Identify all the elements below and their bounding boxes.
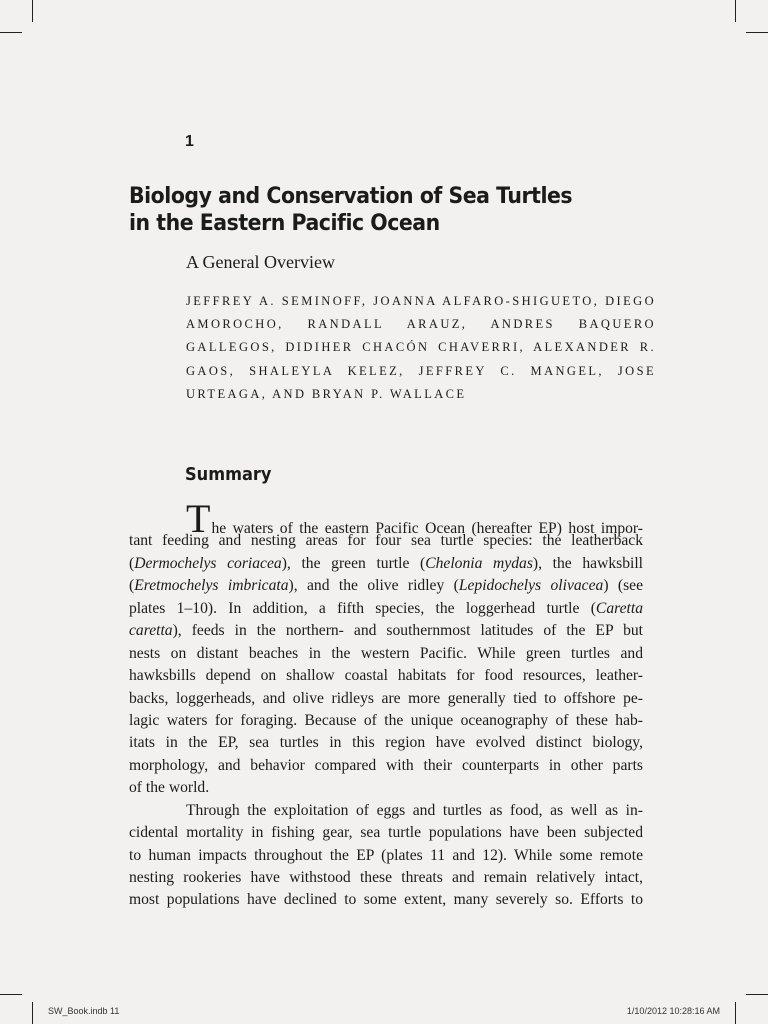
author-list: JEFFREY A. SEMINOFF, JOANNA ALFARO-SHIGUETO, DIEGO AMOROCHO, RANDALL ARAUZ, ANDRES BAQUERO GALLEGOS, DIDIHER CHACÓN CHAVERRI, ALEXANDER R. GAOS, SHALEYLA KELEZ, JEFFREY C. MANGEL, JOSE URTEAGA, AND BRYAN P. WALLACE	[186, 294, 656, 401]
body-line	[129, 553, 643, 575]
crop-mark-top-right-v	[735, 0, 736, 22]
crop-mark-top-left-v	[32, 0, 33, 22]
body-line	[129, 800, 643, 822]
chapter-title	[129, 183, 650, 237]
body-line	[129, 889, 643, 911]
body-line	[129, 755, 643, 777]
text-run: ), feeds in the northern- and southernmost latitudes of the EP but	[172, 622, 643, 640]
body-line	[129, 710, 643, 732]
text-run: of the world.	[129, 779, 210, 797]
text-run: backs, loggerheads, and olive ridleys are more generally tied to offshore pe-	[129, 689, 643, 707]
text-run: lagic waters for foraging. Because of the unique oceanography of these hab-	[129, 711, 643, 729]
text-run: morphology, and behavior compared with their counterparts in other parts	[129, 756, 643, 774]
crop-mark-bottom-right-v	[735, 1002, 736, 1024]
chapter-number: 1	[185, 133, 194, 150]
body-line	[129, 598, 643, 620]
species-name: Dermochelys coriacea	[134, 554, 282, 572]
crop-mark-bottom-right-h	[746, 994, 768, 995]
text-run: hawksbills depend on shallow coastal habitats for food resources, leather-	[129, 667, 643, 685]
species-name: Chelonia mydas	[425, 554, 533, 572]
footer-timestamp: 1/10/2012 10:28:16 AM	[626, 1006, 720, 1016]
footer-file-slug: SW_Book.indb 11	[48, 1006, 120, 1016]
summary-heading: Summary	[185, 464, 272, 485]
crop-mark-bottom-left-h	[0, 994, 22, 995]
species-name: Caretta	[595, 599, 643, 617]
body-line	[129, 867, 643, 889]
summary-body	[129, 496, 644, 912]
text-run: (	[129, 554, 135, 572]
text-run: to human impacts throughout the EP (plates 11 and 12). While some remote	[129, 846, 643, 864]
body-line	[129, 620, 643, 642]
species-name: caretta	[129, 622, 173, 640]
chapter-subtitle: A General Overview	[186, 252, 335, 272]
body-line	[129, 845, 643, 867]
body-line	[129, 688, 643, 710]
text-run: plates 1–10). In addition, a fifth species, the loggerhead turtle (	[129, 599, 596, 617]
body-line	[129, 732, 643, 754]
text-run: ), the green turtle (	[281, 554, 426, 572]
species-name: Eretmochelys imbricata	[134, 577, 289, 595]
body-line	[129, 530, 643, 552]
text-run: most populations have declined to some extent, many severely so. Efforts to	[129, 891, 643, 909]
species-name: Lepidochelys olivacea	[458, 577, 604, 595]
text-run: tant feeding and nesting areas for four sea turtle species: the leatherback	[129, 532, 643, 550]
text-run: itats in the EP, sea turtles in this region have evolved distinct biology,	[129, 734, 643, 752]
text-run: nesting rookeries have withstood these threats and remain relatively intact,	[129, 869, 643, 886]
body-line	[129, 665, 643, 687]
text-run: ) (see	[603, 577, 643, 595]
body-line	[129, 822, 643, 844]
chapter-title-line-2: in the Eastern Pacific Ocean	[129, 211, 440, 236]
body-line	[129, 575, 643, 597]
text-run: he waters of the eastern Pacific Ocean (hereafter EP) host impor-	[211, 520, 643, 537]
chapter-title-line-1: Biology and Conservation of Sea Turtles	[129, 184, 573, 209]
crop-mark-top-right-h	[746, 32, 768, 33]
crop-mark-bottom-left-v	[32, 1002, 33, 1024]
drop-cap: T	[186, 496, 211, 541]
text-run: (	[129, 577, 135, 595]
body-line	[129, 777, 643, 799]
text-run: ), the hawksbill	[532, 554, 644, 572]
text-run: nests on distant beaches in the western Pacific. While green turtles and	[129, 644, 643, 662]
text-run: cidental mortality in fishing gear, sea turtle populations have been subjected	[129, 824, 643, 842]
text-run: ), and the olive ridley (	[288, 577, 459, 595]
body-line	[129, 643, 643, 665]
crop-mark-top-left-h	[0, 32, 22, 33]
text-run: Through the exploitation of eggs and turtles as food, as well as in-	[186, 801, 643, 819]
